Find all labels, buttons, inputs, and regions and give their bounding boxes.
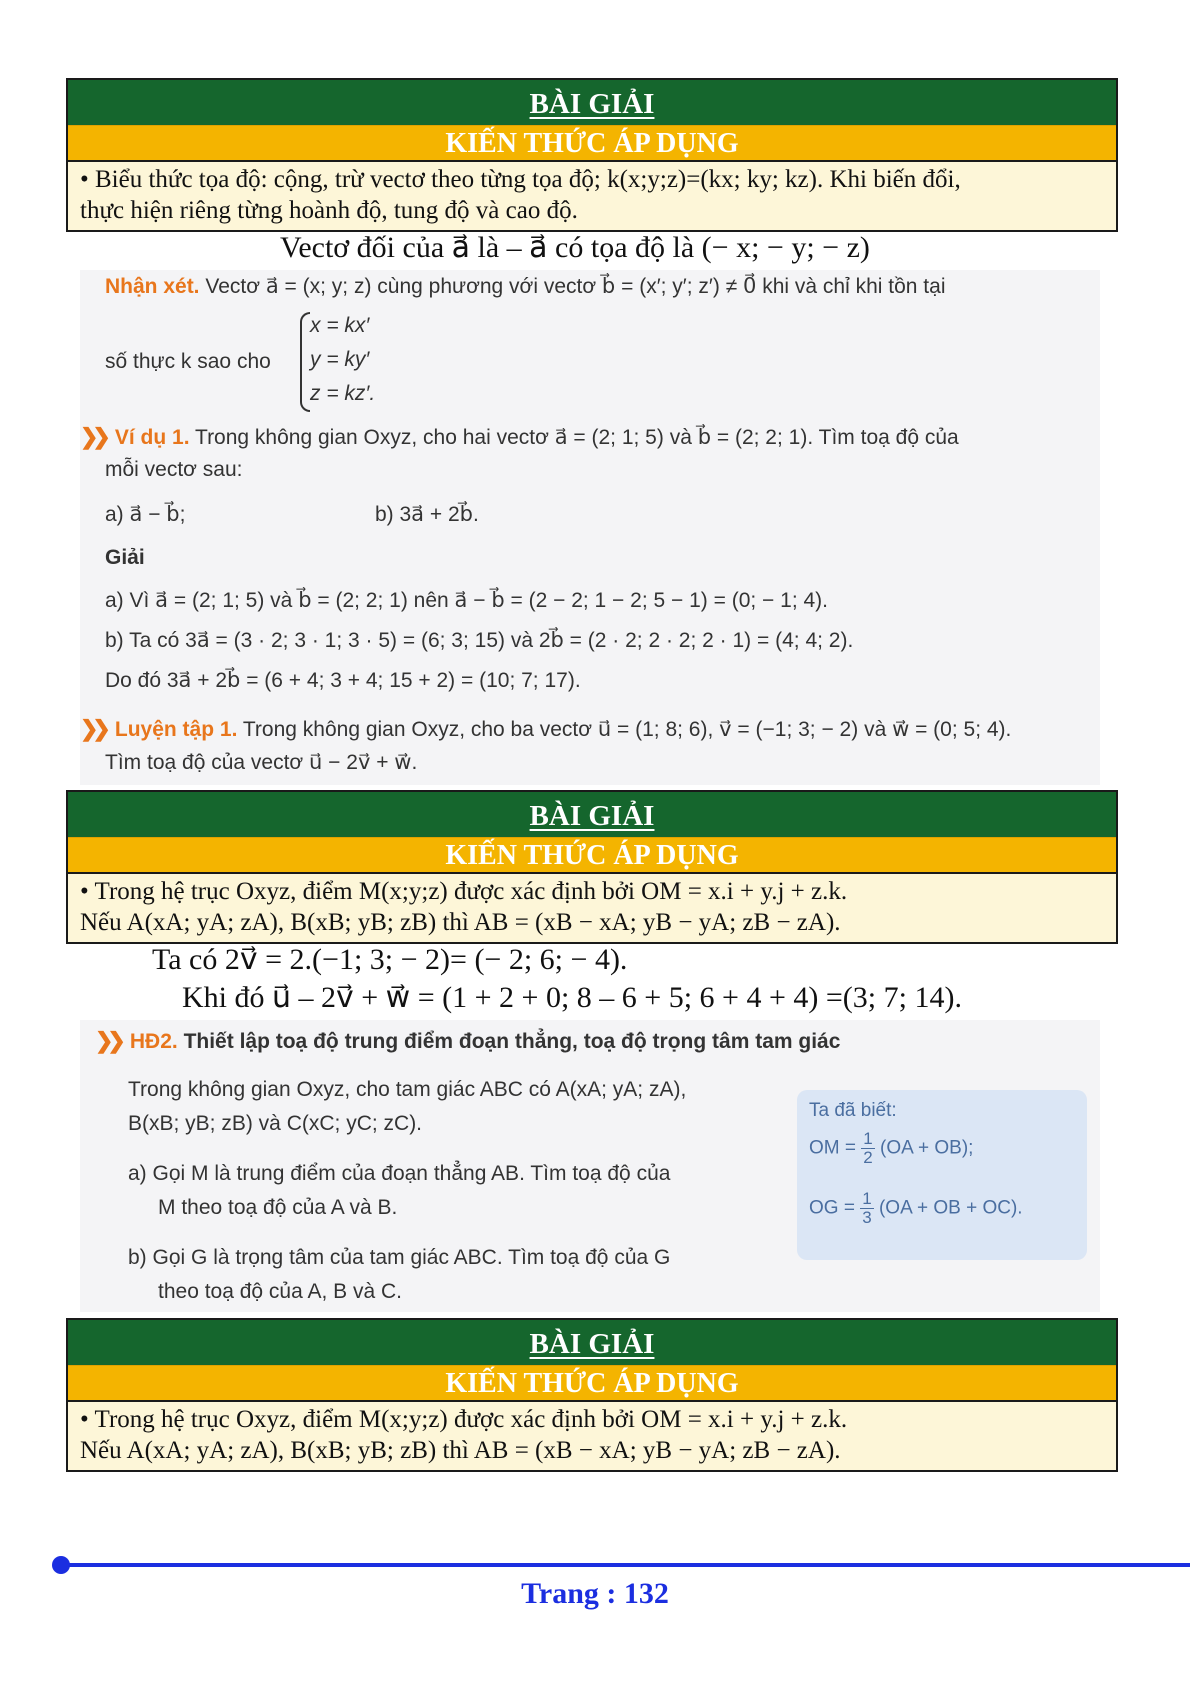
system-eq: y = ky′ xyxy=(310,348,370,371)
opposite-vector-note: Vectơ đối của a⃗ là – a⃗ có tọa độ là (− x; − y; − z) xyxy=(280,231,870,264)
footer-rule xyxy=(60,1563,1190,1567)
system-eq: x = kx′ xyxy=(310,314,370,337)
chevron-icon: ❯❯ xyxy=(80,424,105,449)
knowledge-body xyxy=(68,1402,1116,1470)
hint-formula-centroid: OG = $\frac{1}{3}$ (OA + OB + OC). xyxy=(809,1189,1023,1227)
knowledge-body xyxy=(68,874,1116,942)
knowledge-title: KIẾN THỨC ÁP DỤNG xyxy=(68,1365,1116,1402)
fraction-half: $\frac{1}{2}$ xyxy=(863,1129,873,1167)
practice-line: Tìm toạ độ của vectơ u⃗ − 2v⃗ + w⃗. xyxy=(105,751,418,774)
example-line: ❯❯ Ví dụ 1. Trong không gian Oxyz, cho hai vectơ a⃗ = (2; 1; 5) và b⃗ = (2; 2; 1). Tìm toạ độ của xyxy=(80,424,959,449)
knowledge-title: KIẾN THỨC ÁP DỤNG xyxy=(68,837,1116,874)
solution-step: Ta có 2v⃗ = 2.(−1; 3; − 2)= (− 2; 6; − 4). xyxy=(152,943,628,976)
activity-text: b) Gọi G là trọng tâm của tam giác ABC. Tìm toạ độ của G xyxy=(128,1246,671,1269)
example-line: mỗi vectơ sau: xyxy=(105,458,243,481)
solution-box-3 xyxy=(66,1318,1118,1472)
hint-title: Ta đã biết: xyxy=(809,1100,897,1121)
solution-box-2 xyxy=(66,790,1118,944)
knowledge-line: • Biểu thức tọa độ: cộng, trừ vectơ theo từng tọa độ; k(x;y;z)=(kx; ky; kz). Khi biến đổi, xyxy=(80,166,961,193)
activity-text: theo toạ độ của A, B và C. xyxy=(158,1280,402,1303)
knowledge-line: • Trong hệ trục Oxyz, điểm M(x;y;z) được xác định bởi OM = x.i + y.j + z.k. xyxy=(80,878,848,905)
activity-text: a) Gọi M là trung điểm của đoạn thẳng AB. Tìm toạ độ của xyxy=(128,1162,671,1185)
knowledge-line: Nếu A(xA; yA; zA), B(xB; yB; zB) thì AB = (xB − xA; yB − yA; zB − zA). xyxy=(80,1437,841,1464)
example-part-a: a) a⃗ − b⃗; xyxy=(105,503,186,526)
remark-line: Nhận xét. Vectơ a⃗ = (x; y; z) cùng phương với vectơ b⃗ = (x′; y′; z′) ≠ 0⃗ khi và chỉ khi tồn tại xyxy=(105,275,946,298)
solution-line: Do đó 3a⃗ + 2b⃗ = (6 + 4; 3 + 4; 15 + 2) = (10; 7; 17). xyxy=(105,669,581,692)
solution-heading: Giải xyxy=(105,546,145,569)
fraction-third: $\frac{1}{3}$ xyxy=(862,1189,872,1227)
footer-dot-icon xyxy=(52,1556,70,1574)
activity-text: Trong không gian Oxyz, cho tam giác ABC có A(xA; yA; zA), xyxy=(128,1078,687,1101)
hint-box xyxy=(797,1090,1087,1260)
solution-step: Khi đó u⃗ – 2v⃗ + w⃗ = (1 + 2 + 0; 8 – 6 + 5; 6 + 4 + 4) =(3; 7; 14). xyxy=(182,981,962,1014)
system-eq: z = kz′. xyxy=(310,382,376,405)
textbook-excerpt-1 xyxy=(80,270,1100,785)
solution-line: a) Vì a⃗ = (2; 1; 5) và b⃗ = (2; 2; 1) nên a⃗ − b⃗ = (2 − 2; 1 − 2; 5 − 1) = (0; − 1; 4). xyxy=(105,589,829,612)
solution-title: BÀI GIẢI xyxy=(68,1320,1116,1365)
knowledge-body xyxy=(68,162,1116,230)
system-brace xyxy=(300,312,310,412)
real-number-text: số thực k sao cho xyxy=(105,350,271,373)
activity-text: B(xB; yB; zB) và C(xC; yC; zC). xyxy=(128,1112,423,1135)
solution-line: b) Ta có 3a⃗ = (3 · 2; 3 · 1; 3 · 5) = (6; 3; 15) và 2b⃗ = (2 · 2; 2 · 2; 2 · 1) = (4; 4; 2). xyxy=(105,629,854,652)
activity-heading: ❯❯ HĐ2. Thiết lập toạ độ trung điểm đoạn thẳng, toạ độ trọng tâm tam giác xyxy=(95,1028,841,1053)
knowledge-line: • Trong hệ trục Oxyz, điểm M(x;y;z) được xác định bởi OM = x.i + y.j + z.k. xyxy=(80,1406,848,1433)
activity-text: M theo toạ độ của A và B. xyxy=(158,1196,398,1219)
solution-box-1 xyxy=(66,78,1118,232)
knowledge-title: KIẾN THỨC ÁP DỤNG xyxy=(68,125,1116,162)
chevron-icon: ❯❯ xyxy=(95,1028,120,1053)
solution-title: BÀI GIẢI xyxy=(68,792,1116,837)
knowledge-line: Nếu A(xA; yA; zA), B(xB; yB; zB) thì AB = (xB − xA; yB − yA; zB − zA). xyxy=(80,909,841,936)
practice-line: ❯❯ Luyện tập 1. Trong không gian Oxyz, cho ba vectơ u⃗ = (1; 8; 6), v⃗ = (−1; 3; − 2) và w⃗ = (0; 5; 4). xyxy=(80,716,1012,741)
solution-title: BÀI GIẢI xyxy=(68,80,1116,125)
knowledge-line: thực hiện riêng từng hoành độ, tung độ và cao độ. xyxy=(80,197,578,224)
hint-formula-midpoint: OM = $\frac{1}{2}$ (OA + OB); xyxy=(809,1129,974,1167)
page-number: Trang : 132 xyxy=(521,1577,669,1610)
example-part-b: b) 3a⃗ + 2b⃗. xyxy=(375,503,479,526)
textbook-excerpt-2 xyxy=(80,1020,1100,1312)
chevron-icon: ❯❯ xyxy=(80,716,105,741)
